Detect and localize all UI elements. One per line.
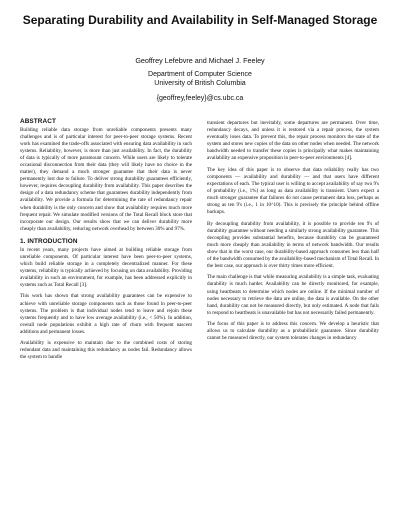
intro-heading: 1. INTRODUCTION (20, 237, 78, 245)
right-paragraph-1: transient departures but inevitably, some departures are permanent. Over time, redundancy decays, and unless it is restored via a repair process, the system eventually loses data. To prevent this, the repair process monitors the state of the system and stores new copies of the data on other nodes when needed. The network bandwidth needed to transfer these copies is principally what makes maintaining availability an expensive proposition in peer-to-peer environments [4]. (207, 120, 379, 162)
author-email: {geoffrey,feeley}@cs.ubc.ca (156, 95, 244, 102)
right-paragraph-4: The main challenge is that while measuring availability is a simple task, evaluating durability is much harder. Availability can be directly monitored, for example, using heartbeats to determine which nodes are online. If the minimal number of nodes necessary to retrieve the data are online, the data is available. On the other hand, durability can not be measured directly, but only estimated. A node that fails to respond to heartbeats is unavailable but has not necessarily failed permanently. (207, 274, 379, 316)
right-paragraph-2: The key idea of this paper is to observe that data reliability really has two components — availability and durability — and that users have different expectations of each. The typical user is willing to accept availability of say two 9's of probability (i.e., 1%) as long as data availability is transient. Users expect a much stronger guarantee that failures do not cause permanent data loss, perhaps as strong as ten 9's (i.e., 1 in 10^10). This is precisely the principle behind offline backups. (207, 166, 379, 216)
right-column (207, 120, 379, 347)
intro-paragraph-2: This work has shown that strong availability guarantees can be expensive to achieve with unreliable storage components such as those found in peer-to-peer systems. The problem is that individual nodes tend to leave and rejoin these systems frequently and to have low average availability (i.e., < 50%). In addition, overall node populations exhibit a high rate of churn with frequent nascent additions and permanent losses. (20, 293, 192, 335)
right-paragraph-3: By decoupling durability from availability, it is possible to provide ten 9's of durability guarantee without needing a similarly strong availability guarantee. This decoupling provides substantial benefits, because durability can be guaranteed much more cheaply than availability in terms of network bandwidth. Our results show that in the worst case, our durability-based approach consumes less than half of the bandwidth consumed by the availability-based mechanism of Total Recall. In the best case, our approach is over thirty times more efficient. (207, 220, 379, 269)
intro-paragraph-1: In recent years, many projects have aimed at building reliable storage from unreliable components. Of particular interest have been peer-to-peer systems, which build reliable storage in a completely decentralized manner. For these systems, reliability is typically achieved by focusing on data availability. Providing availability in such an environment, for example, has been addressed explicitly in systems such as Total Recall [3]. (20, 246, 192, 288)
department: Department of Computer Science (148, 71, 252, 78)
intro-paragraph-3: Availability is expensive to maintain due to the combined costs of storing redundant data and maintaining this redundancy as nodes fail. Redundancy allows the system to handle (20, 340, 192, 361)
affiliation (0, 70, 400, 88)
left-column (20, 118, 192, 366)
abstract-text: Building reliable data storage from unreliable components presents many challenges and is of particular interest for peer-to-peer storage systems. Recent work has examined the trade-offs associated with ensuring data availability in such systems. Reliability, however, is more than just availability. In fact, the durability of data is typically of more paramount concern. While users are likely to tolerate occasional disconnection from their data (they will likely have no choice in the matter), they demand a much stronger guarantee that their data is never permanently lost due to failure. To deliver strong durability guarantees efficiently, however, requires decoupling durability from availability. This paper describes the design of a data redundancy scheme that guarantees durability independently from availability. We provide a formula for determining the rate of redundancy repair when durability is the only concern and show that availability requires much more frequent repair. We simulate modified versions of the Total Recall block store that incorporate our design. Our results show that we can deliver durability more cheaply than availability, reducing network overhead by between 30% and 97%. (20, 127, 192, 232)
abstract-heading: ABSTRACT (20, 118, 56, 125)
author-list: Geoffrey Lefebvre and Michael J. Feeley (135, 56, 265, 65)
university: University of British Columbia (154, 80, 246, 87)
right-paragraph-5: The focus of this paper is to address this concern. We develop a heuristic that allows us to calculate durability as a probabilistic guarantee. Since durability cannot be measured directly, our system tolerates changes in redundancy (207, 321, 379, 342)
paper-title: Separating Durability and Availability in Self-Managed Storage (22, 13, 378, 27)
